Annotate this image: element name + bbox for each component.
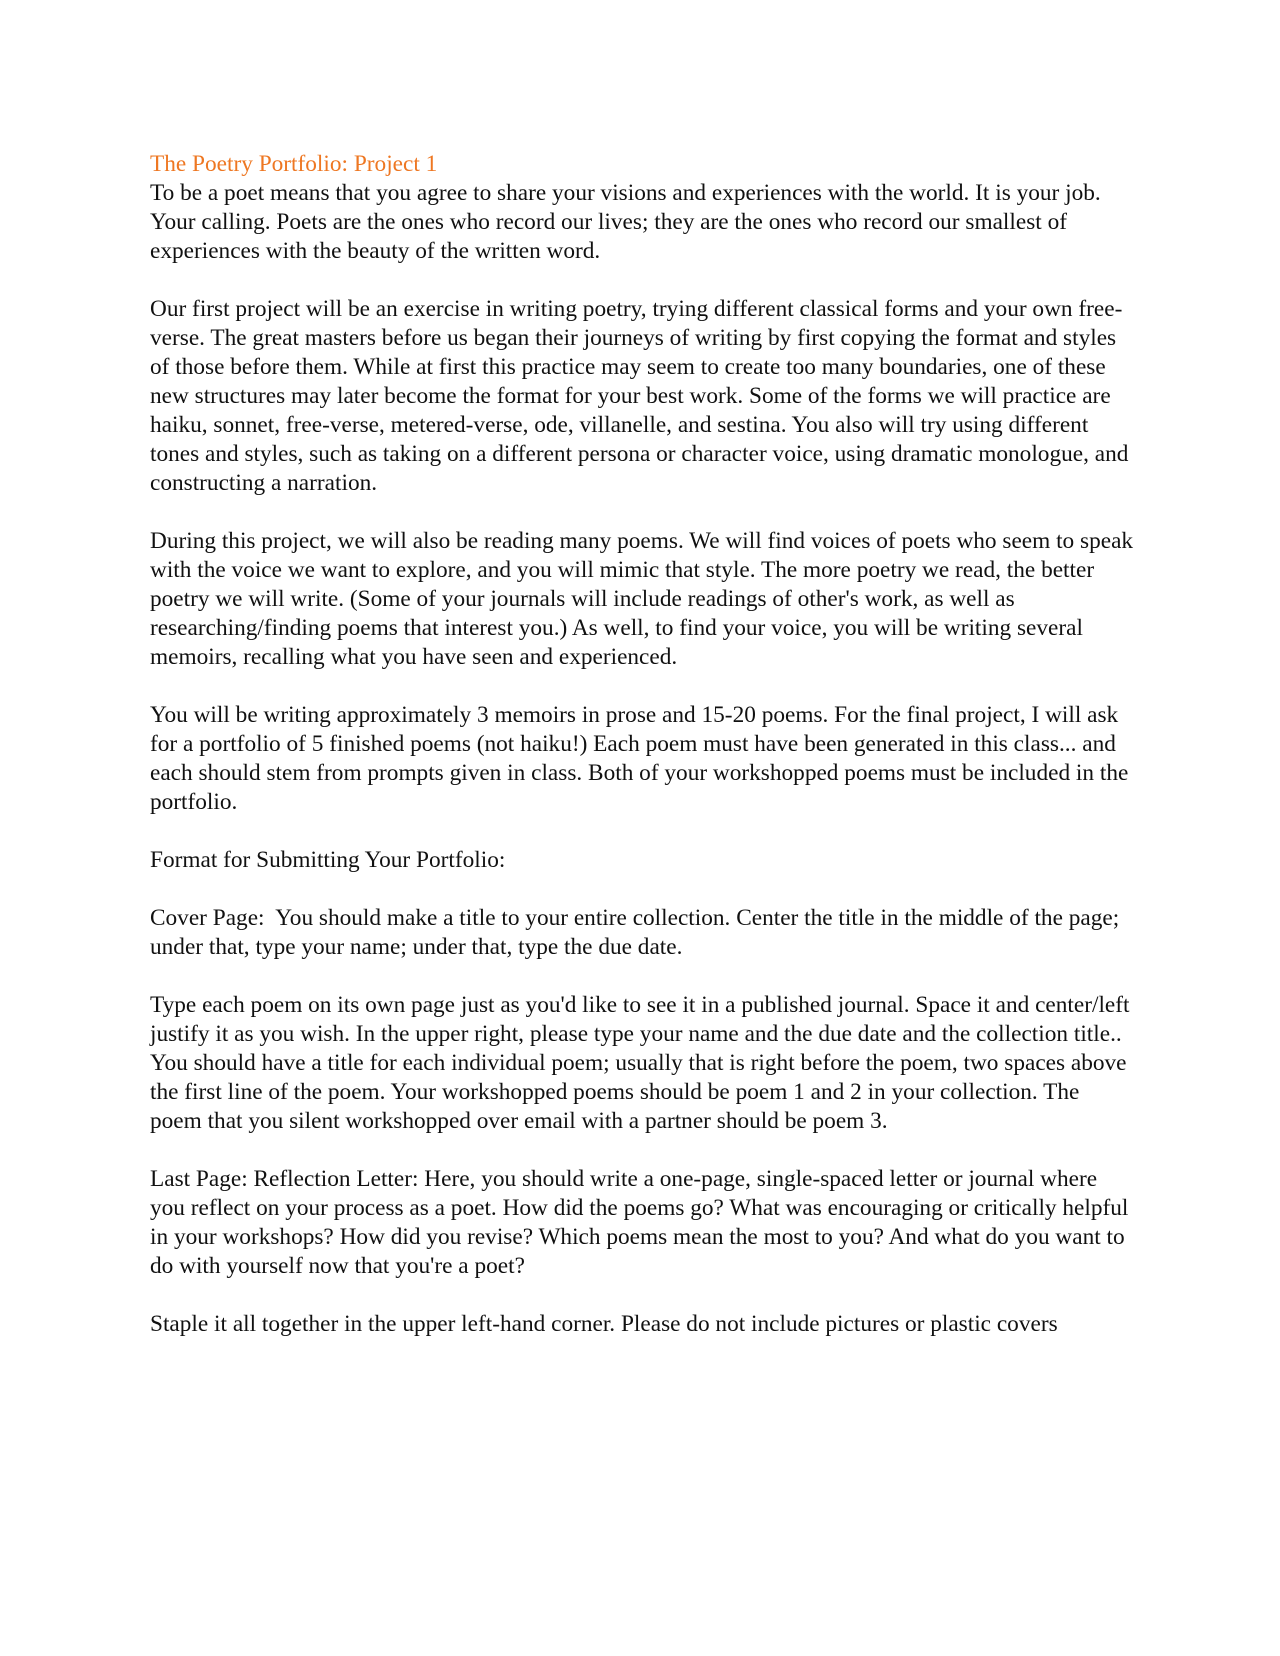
document-title: The Poetry Portfolio: Project 1	[150, 151, 438, 177]
paragraph-first-project: Our first project will be an exercise in writing poetry, trying different classical forms and your own free-verse. The great masters before us began their journeys of writing by first copying the format and styles of those before them. While at first this practice may seem to create too many boundaries, one of these new structures may later become the format for your best work. Some of the forms we will practice are haiku, sonnet, free-verse, metered-verse, ode, villanelle, and sestina. You also will try using different tones and styles, such as taking on a different persona or character voice, using dramatic monologue, and constructing a narration.	[150, 296, 1135, 496]
paragraph-intro: To be a poet means that you agree to share your visions and experiences with the world. It is your job. Your calling. Poets are the ones who record our lives; they are the ones who record our smallest of experiences with the beauty of the written word.	[150, 180, 1106, 264]
paragraph-reading-poems: During this project, we will also be reading many poems. We will find voices of poets who seem to speak with the voice we want to explore, and you will mimic that style. The more poetry we read, the better poetry we will write. (Some of your journals will include readings of other's work, as well as researching/finding poems that interest you.) As well, to find your voice, you will be writing several memoirs, recalling what you have seen and experienced.	[150, 528, 1139, 670]
paragraph-cover-page: Cover Page: You should make a title to your entire collection. Center the title in the middle of the page; under that, type your name; under that, type the due date.	[150, 905, 1126, 960]
paragraph-staple: Staple it all together in the upper left-hand corner. Please do not include pictures or plastic covers	[150, 1311, 1058, 1337]
paragraph-format-heading: Format for Submitting Your Portfolio:	[150, 847, 506, 873]
paragraph-reflection-letter: Last Page: Reflection Letter: Here, you should write a one-page, single-spaced letter or journal where you reflect on your process as a poet. How did the poems go? What was encouraging or critically helpful in your workshops? How did you revise? Which poems mean the most to you? And what do you want to do with yourself now that you're a poet?	[150, 1166, 1135, 1279]
document-page	[150, 150, 1139, 1368]
paragraph-memoirs-requirements: You will be writing approximately 3 memoirs in prose and 15-20 poems. For the final project, I will ask for a portfolio of 5 finished poems (not haiku!) Each poem must have been generated in this class... and each should stem from prompts given in class. Both of your workshopped poems must be included in the portfolio.	[150, 702, 1135, 815]
paragraph-poem-pages: Type each poem on its own page just as you'd like to see it in a published journal. Space it and center/left justify it as you wish. In the upper right, please type your name and the due date and the collection title.. You should have a title for each individual poem; usually that is right before the poem, two spaces above the first line of the poem. Your workshopped poems should be poem 1 and 2 in your collection. The poem that you silent workshopped over email with a partner should be poem 3.	[150, 992, 1136, 1134]
